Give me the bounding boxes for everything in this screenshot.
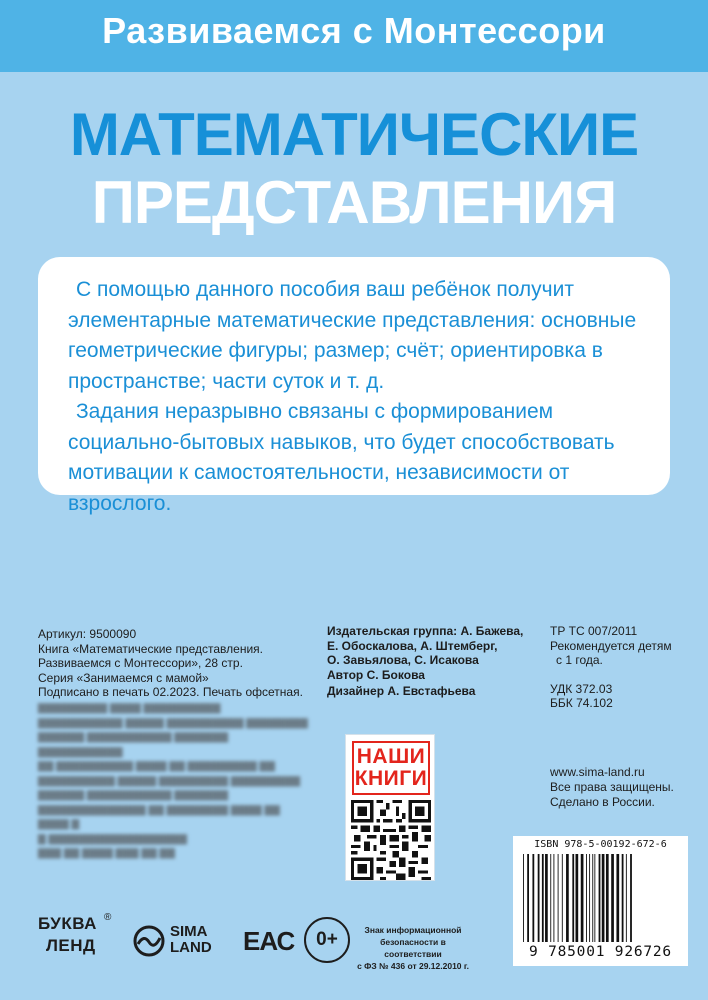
barcode-bar [550, 854, 551, 942]
our-books-badge [345, 734, 435, 881]
barcode-bar [630, 854, 632, 942]
barcode-bar [611, 854, 614, 942]
isbn-number: ISBN 978-5-00192-672-6 [534, 839, 667, 850]
imprint-line: Артикул: 9500090 [38, 627, 137, 641]
imprint-middle-column [327, 624, 532, 699]
barcode-bar [586, 854, 587, 942]
barcode-bar [553, 854, 554, 942]
barcode-bar [592, 854, 593, 942]
qr-code-icon[interactable] [351, 800, 431, 880]
imprint-line: Дизайнер А. Евстафьева [327, 684, 476, 698]
safety-notice: Знак информационной безопасности в соответствии с ФЗ № 436 от 29.12.2010 г. [357, 925, 469, 971]
barcode-bars [521, 854, 683, 942]
imprint-line: УДК 372.03 [550, 681, 613, 696]
imprint-line: ТР ТС 007/2011 [550, 624, 638, 638]
bukva-lend-logo: БУКВА ЛЕНД ® [38, 912, 112, 955]
barcode-bar [545, 854, 548, 942]
barcode-bar [594, 854, 595, 942]
description-paragraph-1: С помощью данного пособия ваш ребёнок получит элементарные математические представления: основные геометрические фигуры; размер; счёт; ориентировка в пространстве; части суток и т. д. [68, 278, 637, 393]
barcode-bar [622, 854, 624, 942]
eac-mark: ЕАС [243, 926, 295, 956]
age-rating-badge: 0+ [304, 917, 350, 963]
isbn-barcode [513, 836, 688, 966]
imprint-line: Подписано в печать 02.2023. Печать офсетная. [38, 685, 303, 699]
barcode-bar [532, 854, 534, 942]
imprint-line: Е. Обоскалова, А. Штемберг, [327, 638, 498, 653]
series-title: Развиваемся с Монтессори [102, 10, 606, 51]
imprint-line: Автор С. Бокова [327, 667, 425, 682]
contact-block [550, 765, 700, 810]
barcode-bar [558, 854, 559, 942]
sima-land-logo: SIMA LAND [132, 922, 224, 962]
sima-wave-icon [132, 924, 166, 958]
barcode-bar [576, 854, 579, 942]
our-books-label: НАШИ КНИГИ [352, 741, 430, 795]
barcode-bar [523, 854, 524, 942]
website-link[interactable]: www.sima-land.ru [550, 765, 645, 779]
barcode-bar [606, 854, 609, 942]
imprint-right-column [550, 624, 700, 711]
made-in-line: Сделано в России. [550, 795, 655, 809]
imprint-line: Рекомендуется детям [550, 638, 672, 653]
book-title-line1: МАТЕМАТИЧЕСКИЕ [69, 101, 639, 168]
description-box [38, 257, 670, 515]
barcode-bar [538, 854, 540, 942]
rights-line: Все права защищены. [550, 780, 674, 794]
imprint-left-column [38, 627, 308, 700]
barcode-bar [602, 854, 605, 942]
description-paragraph-2: Задания неразрывно связаны с формированием социально-бытовых навыков, что будет способствовать мотивации к самостоятельности, независимости от взрослого. [68, 400, 615, 515]
imprint-line: Книга «Математические представления. [38, 641, 263, 656]
barcode-bar [527, 854, 529, 942]
imprint-line: Серия «Занимаемся с мамой» [38, 670, 209, 685]
imprint-line: Издательская группа: А. Бажева, [327, 624, 524, 638]
imprint-line: ББК 74.102 [550, 696, 613, 710]
barcode-bar [566, 854, 569, 942]
barcode-bar [599, 854, 601, 942]
barcode-bar [589, 854, 590, 942]
imprint-line: Развиваемся с Монтессори», 28 стр. [38, 656, 243, 670]
barcode-bar [562, 854, 563, 942]
barcode-bar [616, 854, 619, 942]
imprint-line: с 1 года. [556, 653, 603, 667]
book-title-line2: ПРЕДСТАВЛЕНИЯ [91, 169, 617, 236]
barcode-bar [542, 854, 544, 942]
imprint-line: О. Завьялова, С. Исакова [327, 653, 479, 667]
barcode-bar [626, 854, 627, 942]
barcode-bar [581, 854, 584, 942]
barcode-bar [572, 854, 574, 942]
barcode-digits: 9 785001 926726 [529, 944, 672, 960]
blurred-publisher-address: ▇▇▇▇▇▇▇▇▇ ▇▇▇▇ ▇▇▇▇▇▇▇▇▇▇ ▇▇▇▇▇▇▇▇▇▇▇ ▇▇▇▇▇ ▇▇▇▇▇▇▇▇▇▇ ▇▇▇▇▇▇▇▇ ▇▇▇▇▇▇ ▇▇▇▇▇▇▇▇▇▇▇ ▇▇▇▇▇▇▇ ▇▇▇▇▇▇▇▇▇▇▇ ▇▇ ▇▇▇▇▇▇▇▇▇▇ ▇▇▇▇ ▇▇ ▇▇▇▇▇▇▇▇▇ ▇▇ ▇▇▇▇▇▇▇▇▇▇ ▇▇▇▇▇ ▇▇▇▇▇▇▇▇▇ ▇▇▇▇▇▇▇▇▇ ▇▇▇▇▇▇ ▇▇▇▇▇▇▇▇▇▇▇ ▇▇▇▇▇▇▇ ▇▇▇▇▇▇▇▇▇▇▇▇▇▇ ▇▇ ▇▇▇▇▇▇▇▇ ▇▇▇▇ ▇▇ ▇▇▇▇ ▇ ▇ ▇▇▇▇▇▇▇▇▇▇▇▇▇▇▇▇▇▇ ▇▇▇ ▇▇ ▇▇▇▇ ▇▇▇ ▇▇ ▇▇ [38, 703, 308, 859]
